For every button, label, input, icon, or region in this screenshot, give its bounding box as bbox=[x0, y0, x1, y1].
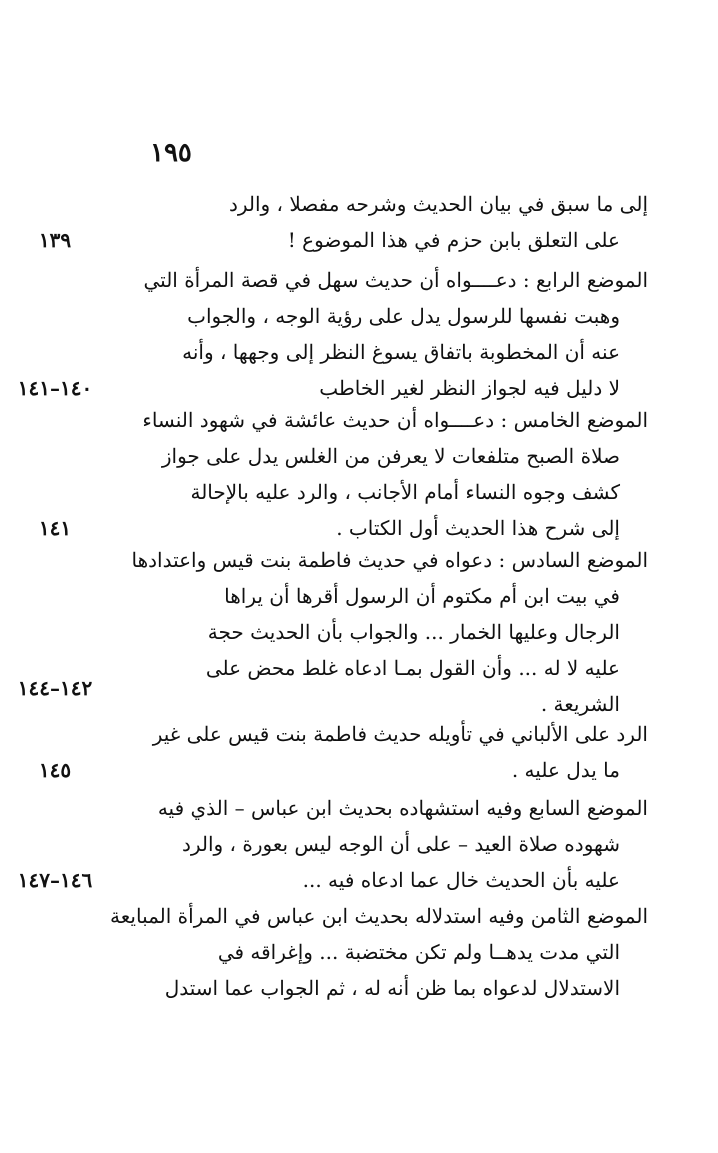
entry-line: الموضع الخامس : دعــــواه أن حديث عائشة في شهود النساء bbox=[142, 408, 648, 432]
entry-line: ما يدل عليه . bbox=[511, 758, 620, 782]
index-entry bbox=[110, 716, 648, 788]
entry-line: الشريعة . bbox=[540, 692, 620, 716]
page-reference: ١٤١ bbox=[38, 516, 72, 540]
page-reference: ١٤٢–١٤٤ bbox=[17, 676, 93, 700]
page-reference: ١٤٠–١٤١ bbox=[17, 376, 93, 400]
entry-line: على التعلق بابن حزم في هذا الموضوع ! bbox=[287, 228, 620, 252]
index-entry bbox=[110, 402, 648, 546]
page-reference: ١٤٥ bbox=[38, 758, 72, 782]
page-number: ١٩٥ bbox=[150, 138, 192, 168]
entry-line: صلاة الصبح متلفعات لا يعرفن من الغلس يدل على جواز bbox=[161, 444, 620, 468]
entry-line: الموضع السابع وفيه استشهاده بحديث ابن عباس – الذي فيه bbox=[157, 796, 648, 820]
index-entry bbox=[110, 898, 648, 1006]
index-entry bbox=[110, 790, 648, 898]
index-entry bbox=[110, 186, 648, 258]
entry-line: الموضع السادس : دعواه في حديث فاطمة بنت قيس واعتدادها bbox=[131, 548, 648, 572]
entry-line: كشف وجوه النساء أمام الأجانب ، والرد عليه بالإحالة bbox=[190, 480, 620, 504]
entry-line: لا دليل فيه لجواز النظر لغير الخاطب bbox=[319, 376, 620, 400]
page-reference: ١٣٩ bbox=[38, 228, 72, 252]
entry-line: الرد على الألباني في تأويله حديث فاطمة بنت قيس على غير bbox=[152, 722, 648, 746]
entry-line: إلى ما سبق في بيان الحديث وشرحه مفصلا ، والرد bbox=[228, 192, 648, 216]
entry-line: الرجال وعليها الخمار ... والجواب بأن الحديث حجة bbox=[207, 620, 620, 644]
entry-line: الاستدلال لدعواه بما ظن أنه له ، ثم الجواب عما استدل bbox=[164, 976, 620, 1000]
entry-line: التي مدت يدهــا ولم تكن مختضبة ... وإغراقه في bbox=[217, 940, 620, 964]
entry-line: عليه بأن الحديث خال عما ادعاه فيه ... bbox=[302, 868, 620, 892]
entry-line: وهبت نفسها للرسول يدل على رؤية الوجه ، والجواب bbox=[187, 304, 620, 328]
entry-line: في بيت ابن أم مكتوم أن الرسول أقرها أن يراها bbox=[224, 584, 620, 608]
entry-line: الموضع الثامن وفيه استدلاله بحديث ابن عباس في المرأة المبايعة bbox=[110, 904, 648, 928]
entry-line: شهوده صلاة العيد – على أن الوجه ليس بعورة ، والرد bbox=[181, 832, 620, 856]
entry-line: عليه لا له ... وأن القول بمـا ادعاه غلط محض على bbox=[205, 656, 620, 680]
entry-line: إلى شرح هذا الحديث أول الكتاب . bbox=[336, 516, 620, 540]
page-reference: ١٤٦–١٤٧ bbox=[17, 868, 93, 892]
index-entry bbox=[110, 262, 648, 406]
entry-line: الموضع الرابع : دعــــواه أن حديث سهل في قصة المرأة التي bbox=[143, 268, 648, 292]
index-entry bbox=[110, 542, 648, 722]
entry-line: عنه أن المخطوبة باتفاق يسوغ النظر إلى وجهها ، وأنه bbox=[182, 340, 620, 364]
